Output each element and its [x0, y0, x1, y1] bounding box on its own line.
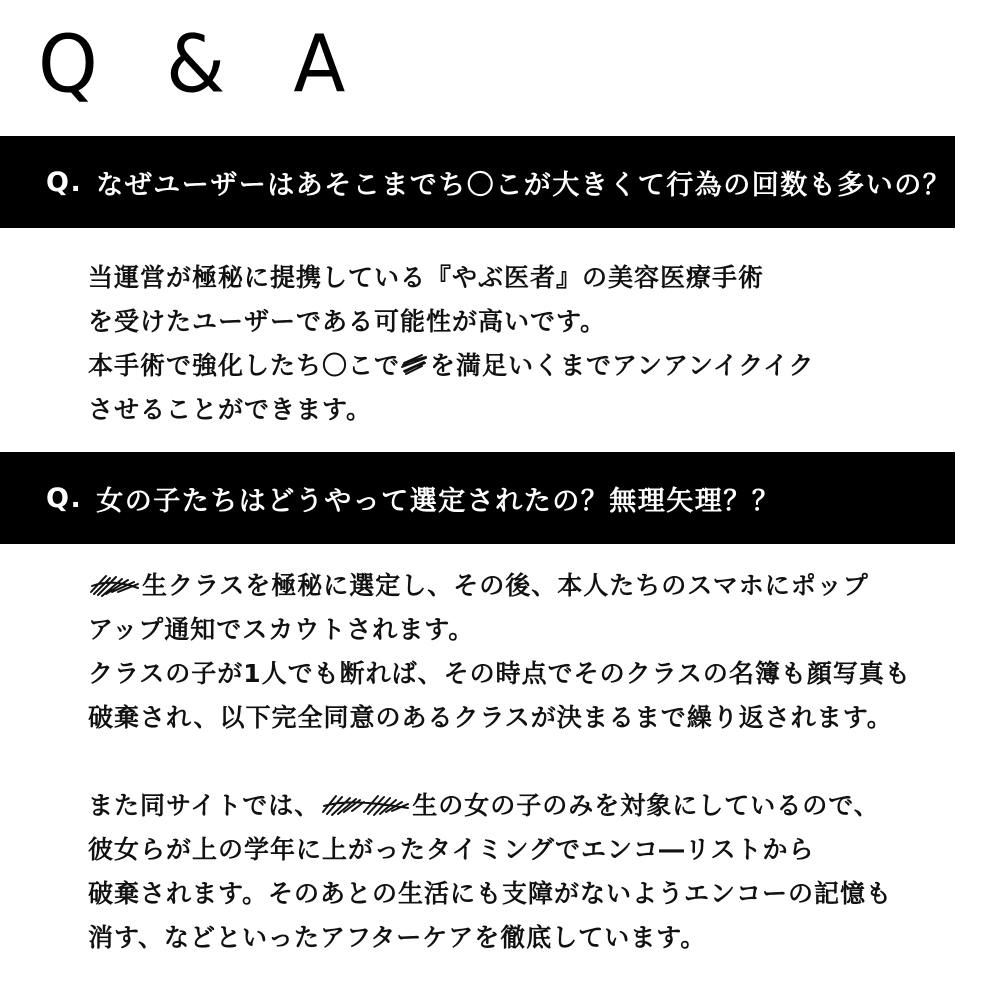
question-bar-1	[0, 136, 955, 228]
answer-line: 消す、などといったアフターケアを徹底しています。	[88, 923, 707, 952]
censor-scribble-icon	[88, 570, 142, 600]
question-prefix: Q.	[46, 482, 83, 514]
question-prefix: Q.	[46, 166, 83, 198]
answer-line	[88, 564, 968, 608]
answer-line-part: また同サイトでは、	[88, 791, 321, 820]
answer-line: 当運営が極秘に提携している『やぶ医者』の美容医療手術	[88, 263, 765, 292]
blank-line	[88, 740, 968, 784]
answer-line	[88, 784, 968, 828]
question-text: なぜユーザーはあそこまでち〇こが大きくて行為の回数も多いの？	[96, 169, 952, 201]
answer-1	[88, 256, 968, 432]
answer-line: させることができます。	[88, 395, 373, 424]
question-bar-2	[0, 452, 955, 544]
answer-line-part: 本手術で強化したち〇こで	[88, 351, 401, 380]
answer-line-part: を満足いくまでアンアンイクイク	[430, 351, 815, 380]
answer-line: 破棄され、以下完全同意のあるクラスが決まるまで繰り返されます。	[88, 703, 893, 732]
answer-line: クラスの子が1人でも断れば、その時点でそのクラスの名簿も顔写真も	[88, 659, 911, 688]
answer-line-part: 生の女の子のみを対象にしているので、	[412, 791, 880, 820]
answer-line: アップ通知でスカウトされます。	[88, 615, 475, 644]
censor-scribble-icon	[400, 351, 430, 379]
answer-line	[88, 344, 968, 388]
answer-line: 彼女らが上の学年に上がったタイミングでエンコ―リストから	[88, 835, 815, 864]
answer-2	[88, 564, 968, 960]
answer-line-part: 生クラスを極秘に選定し、その後、本人たちのスマホにポップ	[142, 571, 869, 600]
answer-line: を受けたユーザーである可能性が高いです。	[88, 307, 607, 336]
censor-scribble-icon	[320, 790, 412, 820]
answer-line: 破棄されます。そのあとの生活にも支障がないようエンコーの記憶も	[88, 879, 893, 908]
question-text: 女の子たちはどうやって選定されたの？無理矢理？？	[96, 485, 781, 517]
page-title: Q & A	[38, 16, 368, 111]
